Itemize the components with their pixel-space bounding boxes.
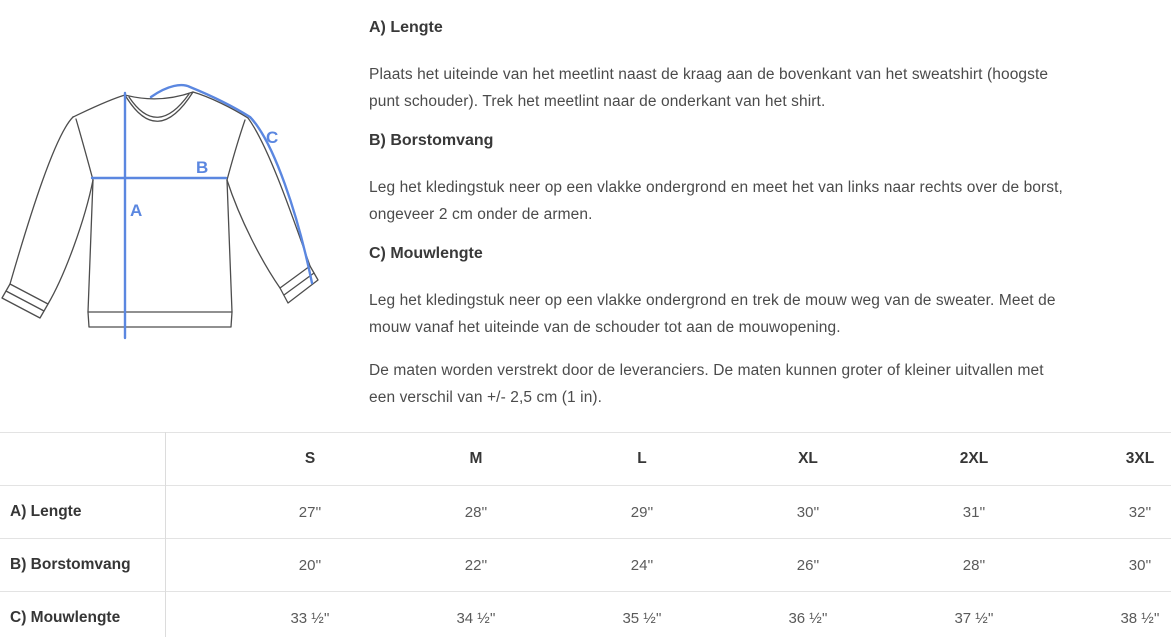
row-label: A) Lengte [10, 503, 82, 520]
cell-value: 31'' [962, 503, 986, 521]
size-table [0, 432, 1171, 637]
section-heading: B) Borstomvang [369, 132, 494, 149]
cell-value: 36 ½'' [788, 609, 828, 627]
cell-value: 28'' [464, 503, 488, 521]
sweatshirt-illustration [0, 0, 360, 430]
column-header-2xl: 2XL [959, 450, 989, 467]
hem-band [88, 312, 232, 327]
section-body-line: Leg het kledingstuk neer op een vlakke ondergrond en meet het van links naar rechts over de borst, [369, 179, 1063, 196]
cell-value: 37 ½'' [954, 609, 994, 627]
column-header-xl: XL [798, 450, 818, 467]
cell-value: 32'' [1128, 503, 1152, 521]
guide-section-a [369, 18, 1169, 115]
section-heading: A) Lengte [369, 19, 443, 36]
measurement-label-b: B [196, 158, 209, 177]
cell-value: 35 ½'' [622, 609, 662, 627]
disclaimer-line: een verschil van +/- 2,5 cm (1 in). [369, 389, 603, 406]
row-label: C) Mouwlengte [10, 609, 121, 626]
body-right-edge [227, 180, 232, 312]
cell-value: 33 ½'' [290, 609, 330, 627]
right-sleeve-outer [248, 118, 310, 266]
cell-value: 27'' [298, 503, 322, 521]
section-heading: C) Mouwlengte [369, 245, 483, 262]
cell-value: 30'' [796, 503, 820, 521]
right-sleeve-inner [227, 180, 280, 288]
column-header-m: M [469, 450, 483, 467]
section-body-line: ongeveer 2 cm onder de armen. [369, 206, 593, 223]
cell-value: 22'' [464, 556, 488, 574]
section-body [369, 61, 1169, 115]
cell-value: 38 ½'' [1120, 609, 1160, 627]
guide-section-b [369, 131, 1169, 228]
measurement-label-c: C [266, 128, 279, 147]
column-header-l: L [637, 450, 647, 467]
measurement-line-c [151, 85, 312, 283]
section-body-line: Plaats het uiteinde van het meetlint naast de kraag aan de bovenkant van het sweatshirt (hoogste [369, 66, 1049, 83]
column-header-s: S [304, 450, 316, 467]
cell-value: 30'' [1128, 556, 1152, 574]
section-body [369, 174, 1169, 228]
left-sleeve-outer [10, 117, 73, 284]
left-cuff-seam [6, 291, 44, 311]
cell-value: 34 ½'' [456, 609, 496, 627]
left-sleeve-inner [48, 180, 93, 304]
section-body-line: Leg het kledingstuk neer op een vlakke ondergrond en trek de mouw weg van de sweater. Meet de [369, 292, 1056, 309]
table-row-borstomvang [0, 538, 1171, 591]
right-armhole-seam [227, 120, 245, 180]
table-header-row [0, 432, 1171, 485]
section-body [369, 287, 1169, 341]
left-shoulder-line [73, 95, 125, 117]
size-diagram [0, 0, 360, 430]
disclaimer-line: De maten worden verstrekt door de leveranciers. De maten kunnen groter of kleiner uitvallen met [369, 362, 1044, 379]
left-armhole-seam [76, 119, 93, 180]
cell-value: 20'' [298, 556, 322, 574]
size-disclaimer [369, 357, 1169, 411]
cell-value: 28'' [962, 556, 986, 574]
table-row-lengte [0, 485, 1171, 538]
row-label: B) Borstomvang [10, 556, 131, 573]
section-body-line: punt schouder). Trek het meetlint naar de onderkant van het shirt. [369, 93, 826, 110]
right-shoulder-line [193, 92, 248, 118]
column-header-3xl: 3XL [1125, 450, 1155, 467]
cell-value: 24'' [630, 556, 654, 574]
guide-section-c [369, 244, 1169, 341]
measurement-label-a: A [130, 201, 143, 220]
table-row-mouwlengte [0, 591, 1171, 637]
cell-value: 26'' [796, 556, 820, 574]
measuring-instructions [369, 18, 1169, 427]
section-body-line: mouw vanaf het uiteinde van de schouder tot aan de mouwopening. [369, 319, 841, 336]
cell-value: 29'' [630, 503, 654, 521]
table-column-divider [165, 432, 166, 637]
